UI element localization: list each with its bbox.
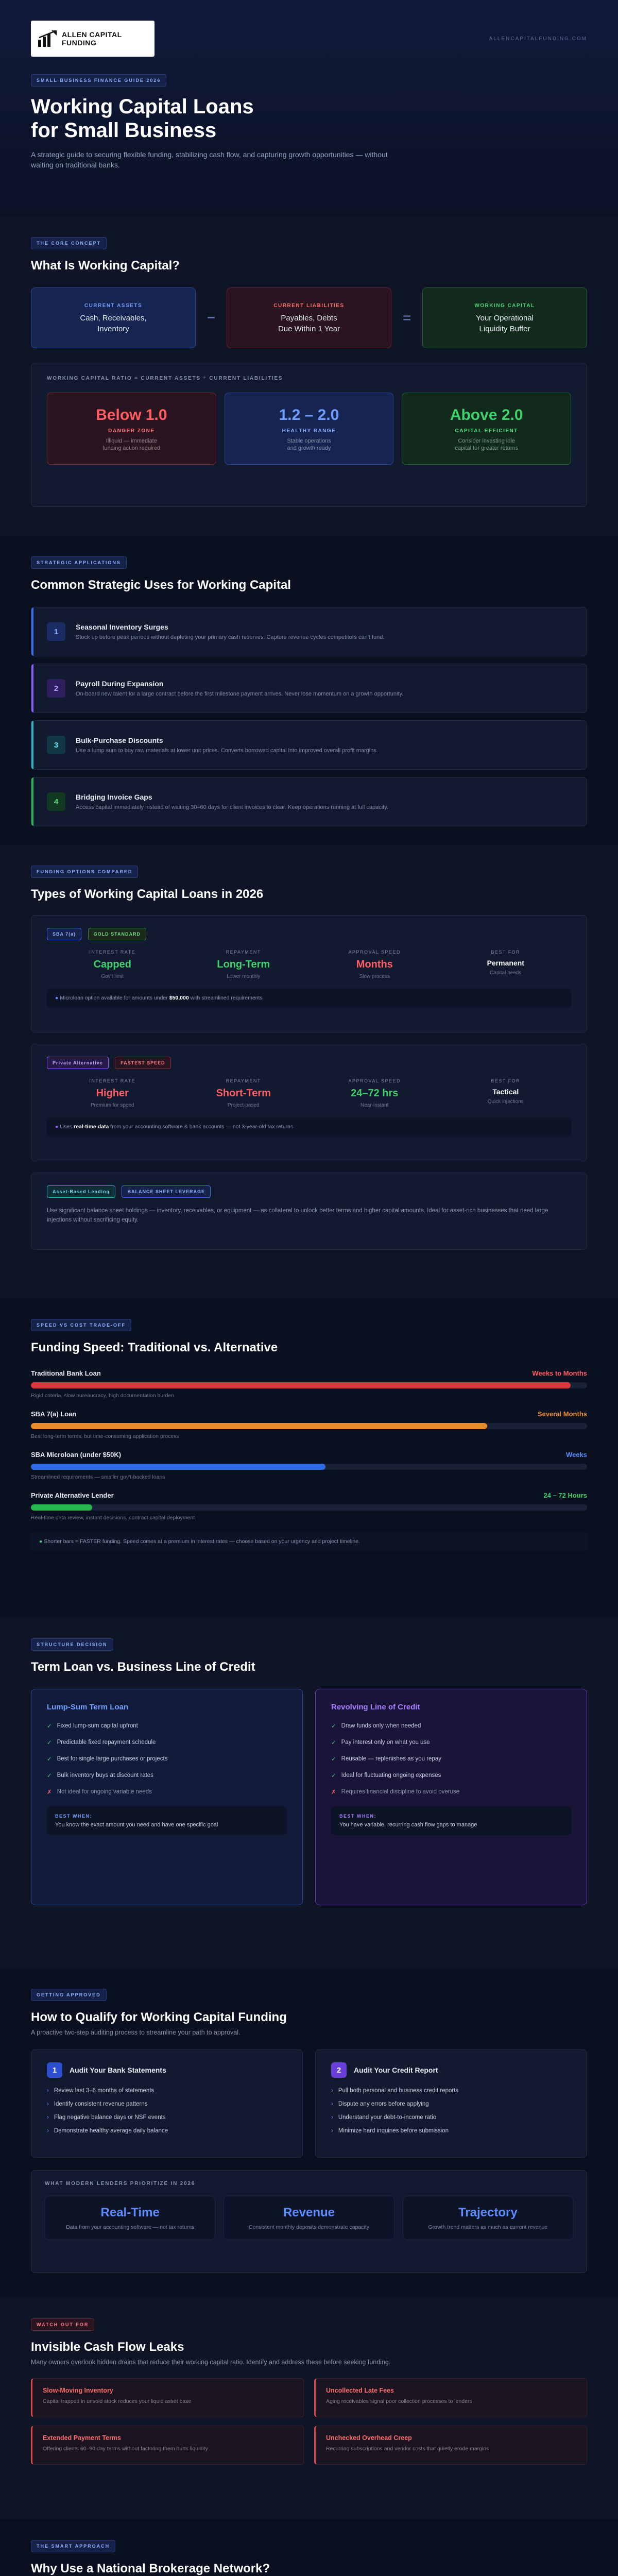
abl-tag: Asset-Based Lending bbox=[47, 1185, 115, 1198]
line-of-credit-item: ✓ Reusable — replenishes as you repay bbox=[331, 1756, 441, 1762]
current-liabilities-text2: Due Within 1 Year bbox=[278, 324, 340, 333]
leak-card: Unchecked Overhead Creep Recurring subscriptions and vendor costs that quietly erode margins bbox=[314, 2426, 587, 2465]
speed-row-name: SBA Microloan (under $50K) bbox=[31, 1451, 122, 1459]
qualify-subtitle: A proactive two-step auditing process to streamline your path to approval. bbox=[31, 2029, 241, 2036]
bank-audit-number: 1 bbox=[47, 2062, 62, 2078]
credit-audit-item: › Minimize hard inquiries before submission bbox=[331, 2128, 449, 2134]
term-loan-item: ✗ Not ideal for ongoing variable needs bbox=[47, 1789, 152, 1795]
strategic-title: Common Strategic Uses for Working Capital bbox=[31, 578, 291, 592]
hero-section bbox=[0, 0, 618, 216]
speed-row-time: Several Months bbox=[537, 1410, 587, 1418]
ratio-danger-card bbox=[47, 393, 216, 465]
strategic-item-title: Seasonal Inventory Surges bbox=[76, 623, 168, 631]
strategic-item-title: Bulk-Purchase Discounts bbox=[76, 736, 163, 744]
leaks-title: Invisible Cash Flow Leaks bbox=[31, 2340, 184, 2354]
line-of-credit-item: ✓ Draw funds only when needed bbox=[331, 1723, 421, 1730]
info-icon: ● bbox=[55, 1124, 59, 1130]
priorities-label: WHAT MODERN LENDERS PRIORITIZE IN 2026 bbox=[45, 2181, 196, 2187]
ratio-danger-value: Below 1.0 bbox=[96, 406, 167, 423]
ratio-healthy-desc1: Stable operations bbox=[287, 437, 331, 444]
leaks-pill: WATCH OUT FOR bbox=[31, 2318, 94, 2331]
private-stat: REPAYMENT Short-Term Project-based bbox=[216, 1078, 271, 1108]
current-assets-cap: CURRENT ASSETS bbox=[84, 302, 143, 309]
balance-sheet-tag: BALANCE SHEET LEVERAGE bbox=[122, 1185, 211, 1198]
structure-section bbox=[0, 1618, 618, 1968]
speed-bar bbox=[31, 1464, 325, 1470]
bank-audit-item: › Identify consistent revenue patterns bbox=[47, 2101, 148, 2107]
brand-name-line1: ALLEN CAPITAL bbox=[62, 30, 122, 39]
hero-title-line2: for Small Business bbox=[31, 119, 217, 142]
current-assets-text1: Cash, Receivables, bbox=[80, 313, 147, 323]
bank-audit-item: › Demonstrate healthy average daily balance bbox=[47, 2128, 168, 2134]
bank-audit-item: › Flag negative balance days or NSF events bbox=[47, 2114, 166, 2121]
strategic-item-desc: On-board new talent for a large contract before the first milestone payment arrives. Never lose momentum on a growth opportunity. bbox=[76, 691, 404, 697]
current-assets-text2: Inventory bbox=[97, 324, 129, 333]
strategic-item bbox=[31, 607, 587, 656]
line-of-credit-title: Revolving Line of Credit bbox=[331, 1703, 420, 1711]
priority-card: Trajectory Growth trend matters as much as current revenue bbox=[403, 2196, 573, 2240]
structure-title: Term Loan vs. Business Line of Credit bbox=[31, 1660, 255, 1674]
strategic-pill: STRATEGIC APPLICATIONS bbox=[31, 556, 127, 569]
sba-stat: BEST FOR Permanent Capital needs bbox=[487, 950, 524, 976]
sba-tag: SBA 7(a) bbox=[47, 928, 81, 940]
speed-bar bbox=[31, 1504, 92, 1511]
ratio-danger-label: DANGER ZONE bbox=[108, 428, 155, 434]
ratio-healthy-desc2: and growth ready bbox=[287, 445, 331, 451]
funding-title: Types of Working Capital Loans in 2026 bbox=[31, 887, 264, 901]
strategic-item-number: 4 bbox=[47, 792, 65, 811]
minus-operator: − bbox=[207, 310, 216, 326]
line-of-credit-column bbox=[315, 1689, 587, 1905]
fastest-speed-tag: FASTEST SPEED bbox=[115, 1057, 171, 1069]
priorities-panel bbox=[31, 2170, 587, 2273]
speed-pill: SPEED VS COST TRADE-OFF bbox=[31, 1319, 131, 1331]
current-assets-box bbox=[31, 287, 196, 348]
sba-loan-card bbox=[31, 915, 587, 1032]
private-stat: APPROVAL SPEED 24–72 hrs Near-instant bbox=[348, 1078, 401, 1108]
ratio-efficient-card bbox=[402, 393, 571, 465]
speed-row bbox=[31, 1451, 587, 1480]
leak-card: Extended Payment Terms Offering clients 60–90 day terms without factoring them hurts liquidity bbox=[31, 2426, 304, 2465]
speed-bar bbox=[31, 1423, 487, 1429]
ratio-header: WORKING CAPITAL RATIO = CURRENT ASSETS ÷ CURRENT LIABILITIES bbox=[47, 376, 283, 381]
concept-pill: THE CORE CONCEPT bbox=[31, 237, 107, 249]
priority-card: Real-Time Data from your accounting software — not tax returns bbox=[45, 2196, 215, 2240]
strategic-item bbox=[31, 720, 587, 770]
term-loan-item: ✓ Bulk inventory buys at discount rates bbox=[47, 1772, 153, 1779]
hero-title-line1: Working Capital Loans bbox=[31, 95, 254, 118]
ratio-healthy-card bbox=[225, 393, 394, 465]
brand-logo-icon bbox=[37, 28, 58, 49]
current-liabilities-box bbox=[227, 287, 391, 348]
speed-row-name: Private Alternative Lender bbox=[31, 1492, 114, 1499]
private-stat: BEST FOR Tactical Quick injections bbox=[487, 1078, 524, 1105]
private-stat: INTEREST RATE Higher Premium for speed bbox=[89, 1078, 136, 1108]
dot-icon: ● bbox=[39, 1538, 43, 1545]
qualify-section bbox=[0, 1968, 618, 2298]
concept-section bbox=[0, 216, 618, 536]
speed-section bbox=[0, 1298, 618, 1618]
line-of-credit-item: ✓ Pay interest only on what you use bbox=[331, 1739, 430, 1746]
speed-bar bbox=[31, 1382, 571, 1388]
speed-title: Funding Speed: Traditional vs. Alternative bbox=[31, 1341, 278, 1354]
working-capital-cap: WORKING CAPITAL bbox=[474, 302, 535, 309]
ratio-danger-desc1: Illiquid — immediate bbox=[106, 437, 157, 444]
private-loan-card bbox=[31, 1044, 587, 1161]
speed-note: ● Shorter bars = FASTER funding. Speed comes at a premium in interest rates — choose based on your urgency and project timeline. bbox=[31, 1532, 587, 1551]
sba-stat: REPAYMENT Long-Term Lower monthly bbox=[217, 950, 270, 979]
term-loan-best: BEST WHEN: You know the exact amount you need and have one specific goal bbox=[47, 1806, 287, 1835]
priority-card: Revenue Consistent monthly deposits demonstrate capacity bbox=[224, 2196, 394, 2240]
credit-audit-item: › Understand your debt-to-income ratio bbox=[331, 2114, 437, 2121]
term-loan-title: Lump-Sum Term Loan bbox=[47, 1703, 129, 1711]
sba-stat: INTEREST RATE Capped Gov't limit bbox=[89, 950, 136, 979]
term-loan-column bbox=[31, 1689, 303, 1905]
leak-card: Slow-Moving Inventory Capital trapped in unsold stock reduces your liquid asset base bbox=[31, 2378, 304, 2417]
brand-site[interactable]: ALLENCAPITALFUNDING.COM bbox=[489, 36, 587, 42]
speed-row-desc: Best long-term terms, but time-consuming application process bbox=[31, 1433, 179, 1439]
term-loan-item: ✓ Fixed lump-sum capital upfront bbox=[47, 1723, 138, 1730]
strategic-item-desc: Stock up before peak periods without depleting your primary cash reserves. Capture revenue cycles competitors can't fund. bbox=[76, 634, 385, 640]
qualify-title: How to Qualify for Working Capital Funding bbox=[31, 2010, 287, 2024]
working-capital-text2: Liquidity Buffer bbox=[479, 324, 530, 333]
credit-audit-item: › Dispute any errors before applying bbox=[331, 2101, 429, 2107]
line-of-credit-item: ✗ Requires financial discipline to avoid overuse bbox=[331, 1789, 460, 1795]
private-note: ● Uses real-time data from your accounting software & bank accounts — not 3-year-old tax returns bbox=[47, 1117, 571, 1136]
speed-row bbox=[31, 1410, 587, 1439]
term-loan-item: ✓ Predictable fixed repayment schedule bbox=[47, 1739, 156, 1746]
funding-section bbox=[0, 845, 618, 1298]
sba-stat: APPROVAL SPEED Months Slow process bbox=[348, 950, 401, 979]
strategic-item-title: Bridging Invoice Gaps bbox=[76, 793, 152, 801]
strategic-item-number: 2 bbox=[47, 679, 65, 698]
abl-loan-card bbox=[31, 1173, 587, 1250]
strategic-item bbox=[31, 664, 587, 713]
broker-title: Why Use a National Brokerage Network? bbox=[31, 2562, 270, 2575]
strategic-item bbox=[31, 777, 587, 826]
sba-note: ● Microloan option available for amounts under $50,000 with streamlined requirements bbox=[47, 989, 571, 1007]
brand-logo[interactable] bbox=[31, 21, 154, 57]
ratio-healthy-label: HEALTHY RANGE bbox=[282, 428, 336, 434]
structure-pill: STRUCTURE DECISION bbox=[31, 1638, 113, 1651]
line-of-credit-best: BEST WHEN: You have variable, recurring cash flow gaps to manage bbox=[331, 1806, 571, 1835]
info-icon: ● bbox=[55, 995, 59, 1001]
line-of-credit-item: ✓ Ideal for fluctuating ongoing expenses bbox=[331, 1772, 441, 1779]
strategic-item-title: Payroll During Expansion bbox=[76, 680, 164, 688]
leak-card: Uncollected Late Fees Aging receivables signal poor collection processes to lenders bbox=[314, 2378, 587, 2417]
equals-operator: = bbox=[402, 310, 411, 326]
term-loan-item: ✓ Best for single large purchases or projects bbox=[47, 1756, 168, 1762]
speed-row-desc: Real-time data review, instant decisions, contract capital deployment bbox=[31, 1515, 195, 1521]
abl-desc: Use significant balance sheet holdings — inventory, receivables, or equipment — as collateral to unlock better terms and higher capital amounts. Ideal for asset-rich businesses that need large injections without sacrificing equity. bbox=[47, 1208, 548, 1223]
working-capital-box bbox=[422, 287, 587, 348]
ratio-healthy-value: 1.2 – 2.0 bbox=[279, 406, 339, 423]
bank-audit-card bbox=[31, 2049, 303, 2158]
hero-subtitle: A strategic guide to securing flexible funding, stabilizing cash flow, and capturing growth opportunities — without waiting on traditional banks. bbox=[31, 150, 388, 169]
broker-pill: THE SMART APPROACH bbox=[31, 2540, 115, 2552]
gold-standard-tag: GOLD STANDARD bbox=[88, 928, 146, 940]
ratio-efficient-desc2: capital for greater returns bbox=[455, 445, 519, 451]
speed-row-time: 24 – 72 Hours bbox=[543, 1492, 587, 1499]
credit-audit-number: 2 bbox=[331, 2062, 347, 2078]
strategic-item-number: 3 bbox=[47, 736, 65, 754]
current-liabilities-cap: CURRENT LIABILITIES bbox=[273, 302, 345, 309]
speed-row-desc: Rigid criteria, slow bureaucracy, high documentation burden bbox=[31, 1393, 175, 1399]
concept-title: What Is Working Capital? bbox=[31, 259, 180, 273]
hero-badge: SMALL BUSINESS FINANCE GUIDE 2026 bbox=[31, 74, 166, 87]
speed-row-desc: Streamlined requirements — smaller gov't-backed loans bbox=[31, 1474, 165, 1480]
ratio-efficient-desc1: Consider investing idle bbox=[458, 437, 516, 444]
speed-row-time: Weeks bbox=[566, 1451, 587, 1459]
private-tag: Private Alternative bbox=[47, 1057, 109, 1069]
strategic-section bbox=[0, 536, 618, 845]
speed-row-name: Traditional Bank Loan bbox=[31, 1369, 101, 1377]
speed-row-name: SBA 7(a) Loan bbox=[31, 1410, 77, 1418]
ratio-danger-desc2: funding action required bbox=[102, 445, 161, 451]
current-liabilities-text1: Payables, Debts bbox=[281, 313, 337, 323]
funding-pill: FUNDING OPTIONS COMPARED bbox=[31, 866, 138, 878]
bank-audit-title: Audit Your Bank Statements bbox=[70, 2066, 166, 2074]
ratio-efficient-value: Above 2.0 bbox=[450, 406, 523, 423]
hero-title bbox=[31, 95, 587, 142]
brand-name-line2: FUNDING bbox=[62, 39, 97, 47]
leaks-subtitle: Many owners overlook hidden drains that reduce their working capital ratio. Identify and address these before seeking funding. bbox=[31, 2359, 391, 2366]
working-capital-text1: Your Operational bbox=[475, 313, 534, 323]
broker-section bbox=[0, 2519, 618, 2576]
speed-row bbox=[31, 1369, 587, 1399]
qualify-pill: GETTING APPROVED bbox=[31, 1989, 107, 2001]
credit-audit-card bbox=[315, 2049, 587, 2158]
leaks-section bbox=[0, 2298, 618, 2519]
speed-row-time: Weeks to Months bbox=[532, 1369, 587, 1377]
bank-audit-item: › Review last 3–6 months of statements bbox=[47, 2088, 154, 2094]
strategic-item-desc: Use a lump sum to buy raw materials at lower unit prices. Converts borrowed capital into improved overall profit margins. bbox=[76, 748, 378, 754]
speed-row bbox=[31, 1492, 587, 1521]
strategic-item-desc: Access capital immediately instead of waiting 30–60 days for client invoices to clear. Keep operations running at full capacity. bbox=[76, 804, 388, 810]
credit-audit-title: Audit Your Credit Report bbox=[354, 2066, 438, 2074]
strategic-item-number: 1 bbox=[47, 622, 65, 641]
credit-audit-item: › Pull both personal and business credit reports bbox=[331, 2088, 459, 2094]
ratio-panel bbox=[31, 363, 587, 507]
ratio-efficient-label: CAPITAL EFFICIENT bbox=[455, 428, 518, 434]
